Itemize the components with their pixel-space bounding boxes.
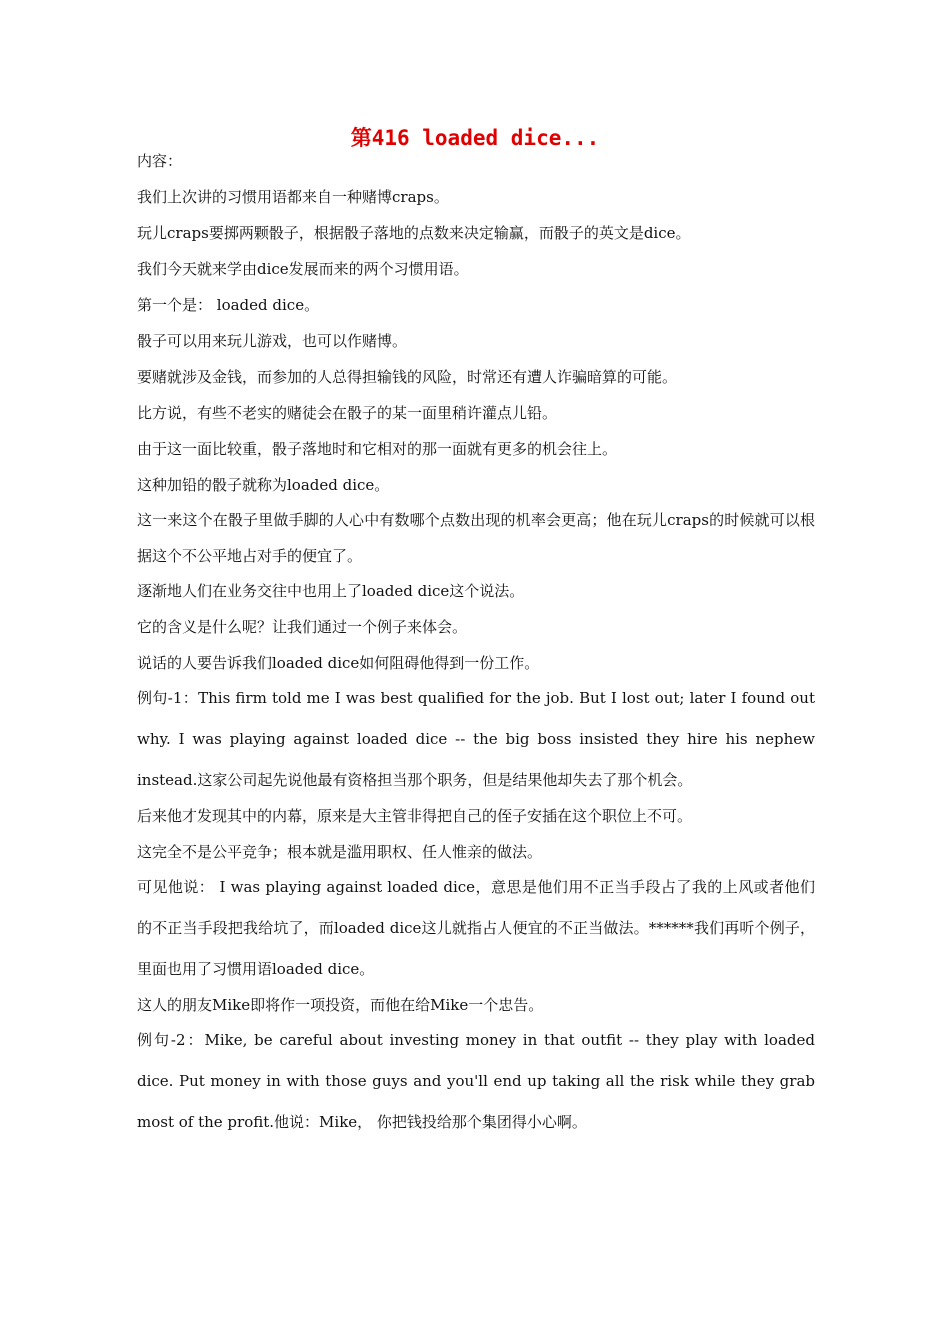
paragraph: 玩儿craps要掷两颗骰子，根据骰子落地的点数来决定输赢，而骰子的英文是dice。 [137, 224, 691, 242]
document-body [137, 150, 815, 1147]
paragraph: 比方说，有些不老实的赌徒会在骰子的某一面里稍许灌点儿铅。 [137, 404, 558, 422]
example-paragraph: 例句-1：This firm told me I was best qualified for the job. But I lost out; later I found out why. I was playing against loaded dice -- the big boss insisted they hire his nephew instead.这家公司起先说他最有资格担当那个职务，但是结果他却失去了那个机会。 [137, 689, 815, 789]
paragraph: 这一来这个在骰子里做手脚的人心中有数哪个点数出现的机率会更高；他在玩儿craps的时候就可以根据这个不公平地占对手的便宜了。 [137, 511, 815, 565]
paragraph: 逐渐地人们在业务交往中也用上了loaded dice这个说法。 [137, 582, 525, 600]
paragraph: 我们上次讲的习惯用语都来自一种赌博craps。 [137, 188, 449, 206]
paragraph: 这人的朋友Mike即将作一项投资，而他在给Mike一个忠告。 [137, 996, 544, 1014]
paragraph: 它的含义是什么呢？让我们通过一个例子来体会。 [137, 618, 468, 636]
paragraph: 这完全不是公平竞争；根本就是滥用职权、任人惟亲的做法。 [137, 843, 543, 861]
paragraph: 要赌就涉及金钱，而参加的人总得担输钱的风险，时常还有遭人诈骗暗算的可能。 [137, 368, 678, 386]
example-paragraph: 例句-2：Mike, be careful about investing money in that outfit -- they play with loaded dice. Put money in with those guys and you'll end up taking all the risk while they grab most of the profit.他说：Mike， 你把钱投给那个集团得小心啊。 [137, 1031, 815, 1131]
paragraph: 内容： [137, 152, 183, 170]
page-title: 第416 loaded dice... [350, 126, 600, 150]
paragraph: 骰子可以用来玩儿游戏，也可以作赌博。 [137, 332, 408, 350]
paragraph: 第一个是： loaded dice。 [137, 296, 320, 314]
paragraph: 这种加铅的骰子就称为loaded dice。 [137, 476, 390, 494]
paragraph: 我们今天就来学由dice发展而来的两个习惯用语。 [137, 260, 469, 278]
paragraph: 由于这一面比较重，骰子落地时和它相对的那一面就有更多的机会往上。 [137, 440, 618, 458]
paragraph: 后来他才发现其中的内幕，原来是大主管非得把自己的侄子安插在这个职位上不可。 [137, 807, 693, 825]
paragraph: 说话的人要告诉我们loaded dice如何阻碍他得到一份工作。 [137, 654, 540, 672]
paragraph: 可见他说： I was playing against loaded dice，意思是他们用不正当手段占了我的上风或者他们的不正当手段把我给坑了，而loaded dice这儿就指占人便宜的不正当做法。******我们再听个例子，里面也用了习惯用语loaded dice。 [137, 878, 815, 978]
